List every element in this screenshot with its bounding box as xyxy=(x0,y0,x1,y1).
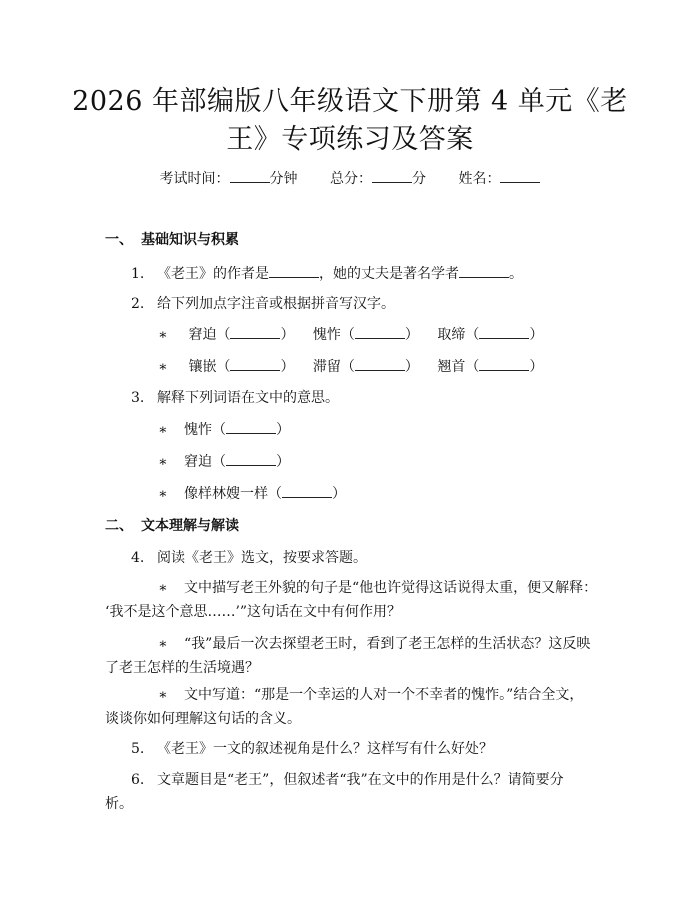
q2-item: 窘迫（ ） xyxy=(188,327,295,343)
q2-row-2: ∗ 镶嵌（ ） 滞留（ ） 翘首（ ） xyxy=(158,359,544,375)
question-2: 2. 给下列加点字注音或根据拼音写汉字。 xyxy=(131,296,395,312)
question-6: 6. 文章题目是“老王”，但叙述者“我”在文中的作用是什么？请简要分 析。 xyxy=(105,772,564,812)
question-1: 1. 《老王》的作者是 ，她的丈夫是著名学者 。 xyxy=(131,263,523,284)
q4-sub-1: ∗ 文中描写老王外貌的句子是“他也许觉得这话说得太重，便又解释： ‘我不是这个意思……’”这句话在文中有何作用？ xyxy=(105,580,598,620)
section-heading-2: 二、 文本理解与解读 xyxy=(105,518,239,534)
q3-item-3: ∗ 像样林嫂一样（ ） xyxy=(158,486,346,502)
question-4: 4. 阅读《老王》选文，按要求答题。 xyxy=(131,550,367,566)
score-blank xyxy=(372,168,412,183)
q3-item-1: ∗ 愧怍（ ） xyxy=(158,422,290,438)
exam-name: 姓名： xyxy=(458,171,540,187)
exam-score: 总分： 分 xyxy=(330,171,426,187)
q4-sub-3: ∗ 文中写道：“那是一个幸运的人对一个不幸者的愧怍。”结合全文， 谈谈你如何理解这句话的含义。 xyxy=(105,687,584,727)
q3-item-2: ∗ 窘迫（ ） xyxy=(158,454,290,470)
q2-item: 取缔（ ） xyxy=(437,327,544,343)
title-line-2: 王》专项练习及答案 xyxy=(226,124,474,155)
question-5: 5. 《老王》一文的叙述视角是什么？这样写有什么好处？ xyxy=(131,741,493,757)
section-heading-1: 一、 基础知识与积累 xyxy=(105,232,239,248)
name-blank xyxy=(500,168,540,183)
q2-item: 翘首（ ） xyxy=(437,359,544,375)
q2-item: 镶嵌（ ） xyxy=(188,359,295,375)
title-line-1: 2026 年部编版八年级语文下册第 4 单元《老 xyxy=(72,86,628,117)
q2-row-1: ∗ 窘迫（ ） 愧怍（ ） 取缔（ ） xyxy=(158,327,544,343)
q1-blank-husband xyxy=(459,263,509,278)
q4-sub-2: ∗ “我”最后一次去探望老王时，看到了老王怎样的生活状态？这反映 了老王怎样的生活境遇？ xyxy=(105,636,591,676)
page-title xyxy=(60,83,640,159)
q2-item: 滞留（ ） xyxy=(312,359,419,375)
question-3: 3. 解释下列词语在文中的意思。 xyxy=(131,390,339,406)
exam-info xyxy=(0,168,700,189)
q1-blank-author xyxy=(269,263,319,278)
q2-item: 愧怍（ ） xyxy=(312,327,419,343)
exam-time: 考试时间： 分钟 xyxy=(160,171,298,187)
time-blank xyxy=(230,168,270,183)
